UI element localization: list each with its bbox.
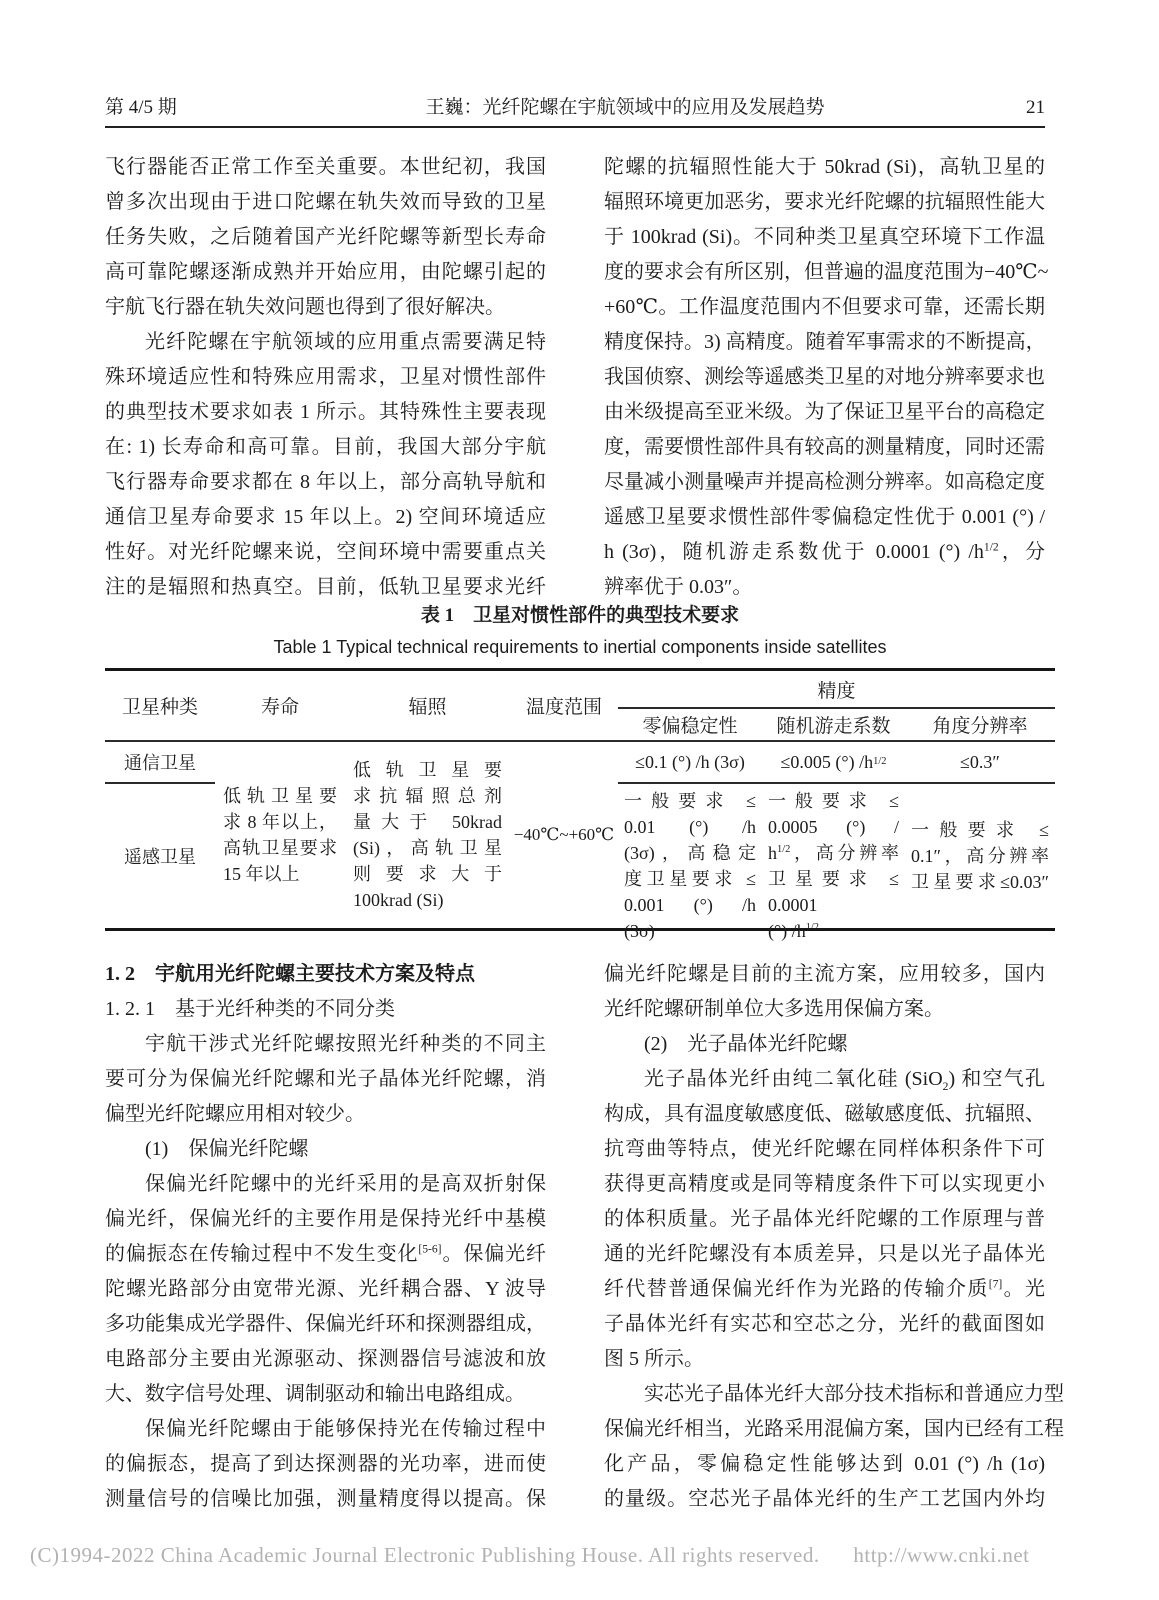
copyright-text: (C)1994-2022 China Academic Journal Electronic Publishing House. All rights reserved.: [30, 1543, 820, 1567]
text-line: 1. 2 宇航用光纤陀螺主要技术方案及特点: [105, 963, 475, 985]
text-line: 纤代替普通保偏光纤作为光路的传输介质[7]。光: [604, 1277, 1046, 1300]
text-line: 0.0001: [768, 895, 818, 915]
text-line: 一般要求 ≤: [624, 791, 756, 811]
text-line: 遥感卫星要求惯性部件零偏稳定性优于 0.001 (°) /: [604, 506, 1045, 528]
text-line: 偏光纤，保偏光纤的主要作用是保持光纤中基模: [105, 1208, 546, 1230]
text-line: 曾多次出现由于进口陀螺在轨失效而导致的卫星: [105, 191, 546, 213]
right-column-top: [604, 150, 1049, 605]
text-line: 由米级提高至亚米级。为了保证卫星平台的高稳定: [604, 401, 1045, 423]
text-line: 殊环境适应性和特殊应用需求，卫星对惯性部件: [105, 366, 546, 388]
text-line: 性好。对光纤陀螺来说，空间环境中需要重点关: [105, 541, 546, 563]
text-line: h (3σ)，随机游走系数优于 0.0001 (°) $/h^{1/2}$，分: [604, 540, 1045, 563]
text-line: (Si)，高轨卫星: [353, 838, 502, 858]
text-line: 度卫星要求 ≤: [624, 869, 756, 889]
cell-lifetime-merged: [215, 742, 345, 928]
text-line: 卫星要求≤0.03″: [911, 872, 1049, 892]
cell-remote-bias: [618, 784, 762, 941]
text-line: 保偏光纤陀螺由于能够保持光在传输过程中: [145, 1418, 546, 1440]
text-line: (2) 光子晶体光纤陀螺: [644, 1033, 848, 1055]
text-line: 则要求大于: [353, 864, 502, 884]
table-1: [105, 668, 1055, 941]
text-line: 实芯光子晶体光纤大部分技术指标和普通应力型: [644, 1383, 1064, 1405]
running-title: 王巍：光纤陀螺在宇航领域中的应用及发展趋势: [425, 97, 825, 118]
text-line: 低轨卫星要: [353, 760, 502, 780]
text-line: 任务失败，之后随着国产光纤陀螺等新型长寿命: [105, 226, 546, 248]
text-line: 度，需要惯性部件具有较高的测量精度，同时还需: [604, 436, 1045, 458]
text-line: (3σ): [624, 921, 655, 941]
col-header-random-walk: 随机游走系数: [762, 709, 905, 742]
text-line: +60℃。工作温度范围内不但要求可靠，还需长期: [604, 296, 1045, 318]
text-line: 的偏振态，提高了到达探测器的光功率，进而使: [105, 1453, 546, 1475]
col-header-satellite-type: 卫星种类: [105, 671, 215, 742]
text-line: 构成，具有温度敏感度低、磁敏感度低、抗辐照、: [604, 1103, 1045, 1125]
text-line: 高可靠陀螺逐渐成熟并开始应用，由陀螺引起的: [105, 261, 546, 283]
table-caption-zh: 表 1 卫星对惯性部件的典型技术要求: [420, 605, 740, 626]
text-line: 光纤陀螺研制单位大多选用保偏方案。: [604, 998, 944, 1020]
text-line: 卫星要求 ≤: [768, 869, 899, 889]
header-rule: [105, 126, 1045, 128]
text-line: $h^{1/2}$，高分辨率: [768, 843, 899, 863]
text-line: 飞行器寿命要求都在 8 年以上，部分高轨导航和: [105, 471, 546, 493]
col-header-radiation: 辐照: [345, 671, 510, 742]
text-line: 要可分为保偏光纤陀螺和光子晶体光纤陀螺，消: [105, 1068, 546, 1090]
cell-comm-bias: ≤0.1 (°) /h (3σ): [618, 742, 762, 784]
text-line: 光纤陀螺在宇航领域的应用重点需要满足特: [145, 331, 546, 353]
text-line: 获得更高精度或是同等精度条件下可以实现更小: [604, 1173, 1045, 1195]
table-caption-en: Table 1 Typical technical requirements to inertial components inside satellites: [273, 637, 887, 657]
text-line: 通信卫星寿命要求 15 年以上。2) 空间环境适应: [105, 506, 546, 528]
text-line: (1) 保偏光纤陀螺: [145, 1138, 309, 1160]
text-line: 辐照环境更加恶劣，要求光纤陀螺的抗辐照性能大: [604, 191, 1045, 213]
text-line: 辨率优于 0.03″。: [604, 576, 753, 598]
text-line: 度的要求会有所区别，但普遍的温度范围为−40℃~: [604, 261, 1049, 283]
text-line: 多功能集成光学器件、保偏光纤环和探测器组成，: [105, 1313, 546, 1335]
text-line: 我国侦察、测绘等遥感类卫星的对地分辨率要求也: [604, 366, 1045, 388]
text-line: 光子晶体光纤由纯二氧化硅 (SiO$_2$) 和空气孔: [644, 1068, 1045, 1093]
page-number: 21: [1026, 97, 1045, 118]
issue-label: 第 4/5 期: [105, 97, 177, 118]
col-header-bias-stability: 零偏稳定性: [618, 709, 762, 742]
text-line: 量大于 50krad: [353, 812, 502, 832]
text-line: 精度保持。3) 高精度。随着军事需求的不断提高，: [604, 331, 1046, 353]
col-header-angle-resolution: 角度分辨率: [905, 709, 1055, 742]
text-line: 大、数字信号处理、调制驱动和输出电路组成。: [105, 1383, 525, 1405]
text-line: (3σ)，高稳定: [624, 843, 756, 863]
text-line: 通的光纤陀螺没有本质差异，只是以光子晶体光: [604, 1243, 1045, 1265]
text-line: 在: 1) 长寿命和高可靠。目前，我国大部分宇航: [105, 436, 546, 458]
text-line: 尽量减小测量噪声并提高检测分辨率。如高稳定度: [604, 471, 1045, 493]
temp-range-value: −40℃~+60℃: [513, 825, 615, 844]
text-line: 于 100krad (Si)。不同种类卫星真空环境下工作温: [604, 226, 1045, 248]
text-line: 子晶体光纤有实芯和空芯之分，光纤的截面图如: [604, 1313, 1045, 1335]
body-bottom: [105, 957, 1064, 1517]
text-line: 0.001 (°) /h: [624, 895, 756, 915]
text-line: 保偏光纤陀螺中的光纤采用的是高双折射保: [145, 1173, 546, 1195]
cnki-url: http://www.cnki.net: [853, 1543, 1030, 1567]
text-line: 100krad (Si): [353, 890, 444, 910]
col-header-lifetime: 寿命: [215, 671, 345, 742]
text-line: 15 年以上: [223, 864, 300, 884]
cell-remote-resolution: [905, 784, 1055, 928]
left-column-top: [105, 150, 546, 605]
text-line: 低轨卫星要: [223, 786, 337, 806]
text-line: 偏型光纤陀螺应用相对较少。: [105, 1103, 365, 1125]
text-line: 注的是辐照和热真空。目前，低轨卫星要求光纤: [105, 576, 546, 598]
cell-remote-type: 遥感卫星: [124, 847, 196, 867]
text-line: 测量信号的信噪比加强，测量精度得以提高。保: [105, 1488, 546, 1510]
text-line: 宇航飞行器在轨失效问题也得到了很好解决。: [105, 296, 505, 318]
text-line: 陀螺的抗辐照性能大于 50krad (Si)，高轨卫星的: [604, 156, 1045, 178]
text-line: 飞行器能否正常工作至关重要。本世纪初，我国: [105, 156, 546, 178]
cell-temp-range-merged: [510, 742, 618, 928]
cell-comm-walk: ≤0.005 (°) /h 1/2: [762, 742, 905, 784]
body-top: [105, 150, 1049, 605]
cell-comm-resolution: ≤0.3″: [905, 742, 1055, 784]
text-line: 0.1″，高分辨率: [911, 846, 1049, 866]
cell-comm-type: 通信卫星: [105, 742, 215, 784]
text-line: 图 5 所示。: [604, 1348, 704, 1370]
table-1-block: [105, 604, 1055, 941]
text-line: 0.0005 (°) /: [768, 817, 899, 837]
text-line: 的典型技术要求如表 1 所示。其特殊性主要表现: [105, 401, 546, 423]
text-line: 保偏光纤相当，光路采用混偏方案，国内已经有工程: [604, 1418, 1064, 1440]
text-line: 1. 2. 1 基于光纤种类的不同分类: [105, 998, 395, 1020]
text-line: 求抗辐照总剂: [353, 786, 502, 806]
text-line: (°) $/h^{1/2}$: [768, 921, 820, 941]
text-line: 的体积质量。光子晶体光纤陀螺的工作原理与普: [604, 1208, 1045, 1230]
text-line: 偏光纤陀螺是目前的主流方案，应用较多，国内: [604, 963, 1045, 985]
text-line: 高轨卫星要求: [223, 838, 337, 858]
text-line: 化产品，零偏稳定性能够达到 0.01 (°) /h (1σ): [604, 1453, 1045, 1475]
cell-remote-walk: [762, 784, 905, 941]
running-header: [105, 92, 1045, 119]
text-line: 求 8 年以上，: [223, 812, 337, 832]
text-line: 一般要求 ≤: [768, 791, 899, 811]
page-footer: [30, 1543, 1130, 1568]
text-line: 电路部分主要由光源驱动、探测器信号滤波和放: [105, 1348, 546, 1370]
cell-radiation-merged: [345, 742, 510, 928]
text-line: 一般要求 ≤: [911, 820, 1049, 840]
text-line: 宇航干涉式光纤陀螺按照光纤种类的不同主: [145, 1033, 546, 1055]
left-column-bottom: [105, 957, 546, 1517]
text-line: 0.01 (°) /h: [624, 817, 756, 837]
text-line: 抗弯曲等特点，使光纤陀螺在同样体积条件下可: [604, 1138, 1045, 1160]
text-line: 的偏振态在传输过程中不发生变化[5-6]。保偏光纤: [105, 1242, 546, 1265]
right-column-bottom: [604, 957, 1064, 1517]
col-header-temp-range: 温度范围: [510, 671, 618, 742]
text-line: 陀螺光路部分由宽带光源、光纤耦合器、Y 波导: [105, 1278, 546, 1300]
col-header-precision: 精度: [618, 671, 1055, 709]
text-line: 的量级。空芯光子晶体光纤的生产工艺国内外均: [604, 1488, 1045, 1510]
